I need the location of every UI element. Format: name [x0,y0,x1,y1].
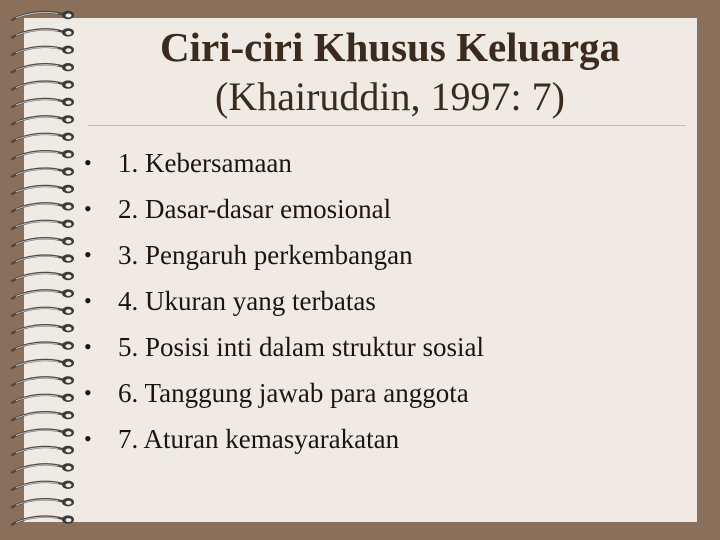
binding-ring-icon [12,46,74,55]
binding-ring-icon [12,394,74,403]
binding-ring-icon [12,133,74,142]
list-item-text: 3. Pengaruh perkembangan [118,240,413,270]
list-item [84,372,484,418]
bullet-icon: • [84,380,92,405]
binding-ring-icon [12,376,74,385]
list-item [84,280,484,326]
binding-ring-icon [12,411,74,420]
spiral-binding-icon [6,0,82,540]
binding-ring-icon [12,202,74,211]
binding-ring-icon [12,359,74,368]
list-item [84,326,484,372]
list-item-text: 7. Aturan kemasyarakatan [118,424,400,454]
binding-ring-icon [12,150,74,159]
bullet-icon: • [84,334,92,359]
bullet-icon: • [84,196,92,221]
binding-ring-icon [12,463,74,472]
binding-ring-icon [12,98,74,107]
bullet-icon: • [84,426,92,451]
binding-ring-icon [12,185,74,194]
binding-ring-icon [12,220,74,229]
list-item [84,188,484,234]
list-item-text: 4. Ukuran yang terbatas [118,286,376,316]
list-item-text: 6. Tanggung jawab para anggota [118,378,469,408]
binding-ring-icon [12,237,74,246]
binding-ring-icon [12,11,74,20]
binding-ring-icon [12,341,74,350]
title-heading: Ciri-ciri Khusus Keluarga [159,24,621,70]
list-item [84,234,484,280]
binding-ring-icon [12,272,74,281]
binding-ring-icon [12,28,74,37]
binding-ring-icon [12,307,74,316]
binding-ring-icon [12,254,74,263]
characteristics-list [84,142,484,464]
binding-ring-icon [12,63,74,72]
binding-ring-icon [12,115,74,124]
binding-ring-icon [12,289,74,298]
list-item [84,418,484,464]
bullet-icon: • [84,150,92,175]
binding-ring-icon [12,515,74,524]
binding-ring-icon [12,167,74,176]
binding-ring-icon [12,481,74,490]
list-item-text: 2. Dasar-dasar emosional [118,194,392,224]
bullet-icon: • [84,242,92,267]
binding-ring-icon [12,324,74,333]
title-divider [88,125,686,126]
list-item-text: 5. Posisi inti dalam struktur sosial [118,332,485,362]
binding-ring-icon [12,80,74,89]
bullet-icon: • [84,288,92,313]
list-item-text: 1. Kebersamaan [118,148,292,178]
title-citation: (Khairuddin, 1997: 7) [215,74,565,119]
list-item [84,142,484,188]
binding-ring-icon [12,498,74,507]
binding-ring-icon [12,428,74,437]
slide-title [100,22,680,122]
binding-ring-icon [12,446,74,455]
